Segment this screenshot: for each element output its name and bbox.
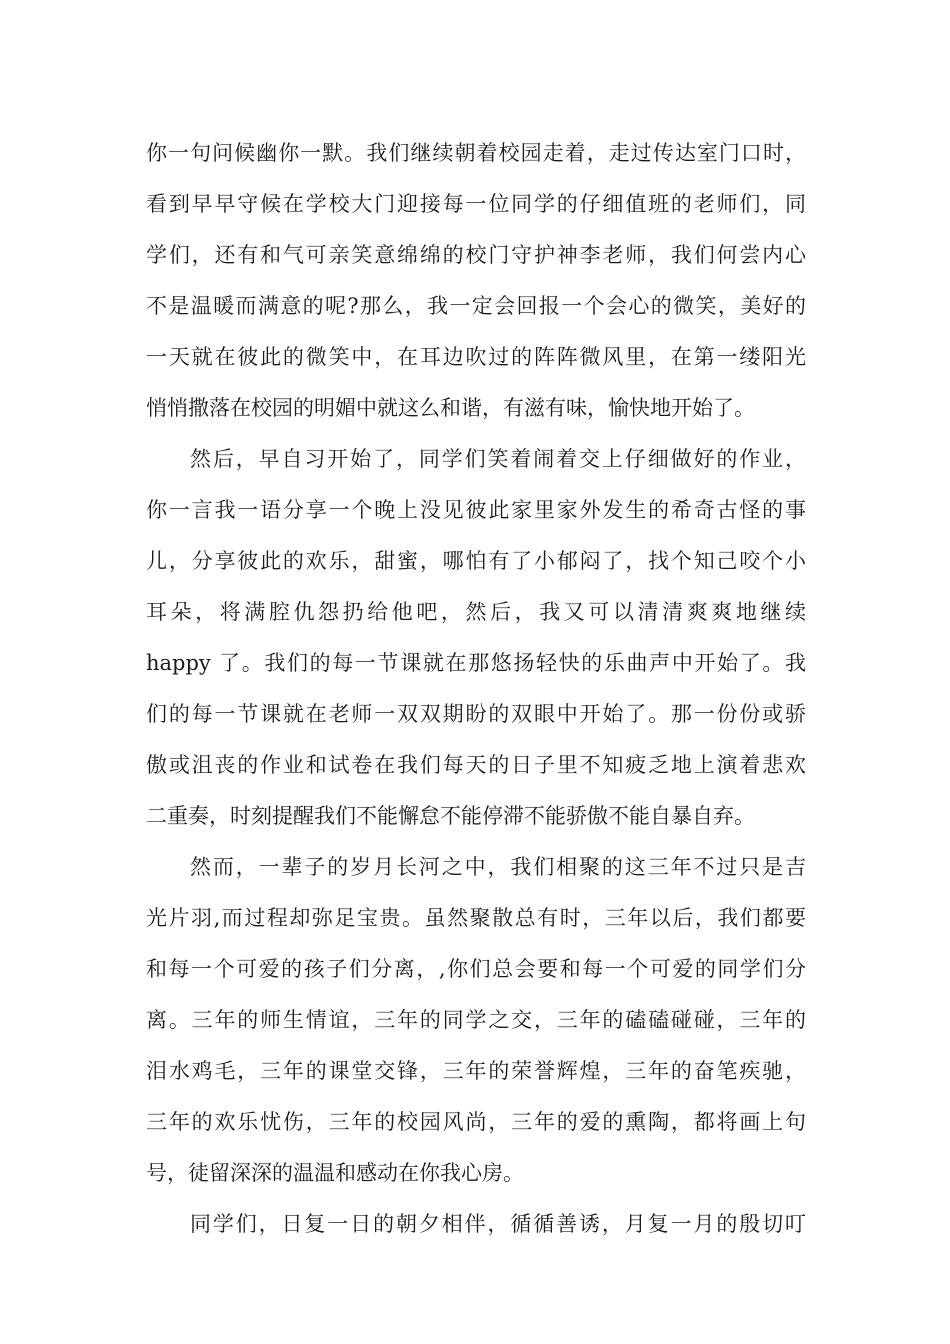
- text-line: 光片羽,而过程却弥足宝贵。虽然聚散总有时，三年以后，我们都要: [146, 906, 806, 930]
- text-line: 号，徒留深深的温温和感动在你我心房。: [146, 1161, 524, 1185]
- paragraph-first-line: 然而，一辈子的岁月长河之中，我们相聚的这三年不过只是吉: [190, 855, 806, 879]
- text-line: 三年的欢乐忧伤，三年的校园风尚，三年的爱的熏陶，都将画上句: [146, 1110, 806, 1134]
- text-line: 悄悄撒落在校园的明媚中就这么和谐，有滋有味，愉快地开始了。: [146, 396, 755, 420]
- text-line: 你一句问候幽你一默。我们继续朝着校园走着，走过传达室门口时，: [146, 141, 806, 165]
- text-line: 离。三年的师生情谊，三年的同学之交，三年的磕磕碰碰，三年的: [146, 1008, 806, 1032]
- text-line: 泪水鸡毛，三年的课堂交锋，三年的荣誉辉煌，三年的奋笔疾驰，: [146, 1059, 806, 1083]
- text-line: 和每一个可爱的孩子们分离，,你们总会要和每一个可爱的同学们分: [146, 957, 806, 981]
- text-line: 傲或沮丧的作业和试卷在我们每天的日子里不知疲乏地上演着悲欢: [146, 753, 806, 777]
- paragraph-first-line: 同学们，日复一日的朝夕相伴，循循善诱，月复一月的殷切叮: [190, 1212, 806, 1236]
- text-line: 你一言我一语分享一个晚上没见彼此家里家外发生的希奇古怪的事: [146, 498, 806, 522]
- text-line: 耳朵，将满腔仇怨扔给他吧，然后，我又可以清清爽爽地继续: [146, 600, 806, 624]
- text-line: 儿，分享彼此的欢乐，甜蜜，哪怕有了小郁闷了，找个知己咬个小: [146, 549, 806, 573]
- paragraph-first-line: 然后，早自习开始了，同学们笑着闹着交上仔细做好的作业，: [190, 447, 806, 471]
- text-line: 们的每一节课就在老师一双双期盼的双眼中开始了。那一份份或骄: [146, 702, 806, 726]
- text-line: 学们，还有和气可亲笑意绵绵的校门守护神李老师，我们何尝内心: [146, 243, 806, 267]
- text-line: 看到早早守候在学校大门迎接每一位同学的仔细值班的老师们，同: [146, 192, 806, 216]
- body-text: [146, 128, 806, 1250]
- text-line: 二重奏，时刻提醒我们不能懈怠不能停滞不能骄傲不能自暴自弃。: [146, 804, 755, 828]
- text-line: 不是温暖而满意的呢?那么，我一定会回报一个会心的微笑，美好的: [146, 294, 806, 318]
- text-line: 一天就在彼此的微笑中，在耳边吹过的阵阵微风里，在第一缕阳光: [146, 345, 806, 369]
- text-line: happy 了。我们的每一节课就在那悠扬轻快的乐曲声中开始了。我: [146, 651, 806, 675]
